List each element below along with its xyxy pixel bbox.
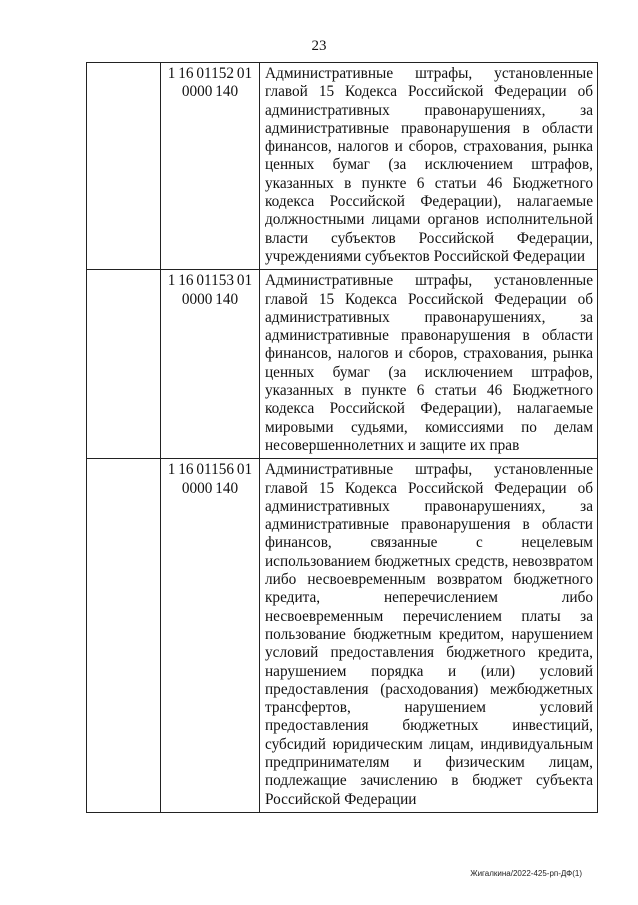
description-cell: Административные штрафы, установленные главой 15 Кодекса Российской Федерации об административных правонарушениях, за административные правонарушения в области финансов, налогов и сборов, страхования, рынка ценных бумаг (за исключением штрафов, указанных в пункте 6 статьи 46 Бюджетного кодекса Российской Федерации), налагаемые мировыми судьями, комиссиями по делам несовершеннолетних и защите их прав (260, 270, 598, 459)
table-row (87, 63, 598, 270)
budget-code-cell: 1 16 01156 01 0000 140 (161, 459, 260, 813)
description-cell: Административные штрафы, установленные главой 15 Кодекса Российской Федерации об административных правонарушениях, за административные правонарушения в области финансов, связанные с нецелевым использованием бюджетных средств, невозвратом либо несвоевременным возвратом бюджетного кредита, неперечислением либо несвоевременным перечислением платы за пользование бюджетным кредитом, нарушением условий предоставления бюджетного кредита, нарушением порядка и (или) условий предоставления (расходования) межбюджетных трансфертов, нарушением условий предоставления бюджетных инвестиций, субсидий юридическим лицам, индивидуальным предпринимателям и физическим лицам, подлежащие зачислению в бюджет субъекта Российской Федерации (260, 459, 598, 813)
empty-cell (87, 63, 161, 270)
document-footer-reference: Жигалкина/2022-425-рп-ДФ(1) (470, 869, 582, 878)
description-cell: Административные штрафы, установленные главой 15 Кодекса Российской Федерации об административных правонарушениях, за административные правонарушения в области финансов, налогов и сборов, страхования, рынка ценных бумаг (за исключением штрафов, указанных в пункте 6 статьи 46 Бюджетного кодекса Российской Федерации), налагаемые должностными лицами органов исполнительной власти субъектов Российской Федерации, учреждениями субъектов Российской Федерации (260, 63, 598, 270)
empty-cell (87, 459, 161, 813)
budget-code-cell: 1 16 01153 01 0000 140 (161, 270, 260, 459)
table-row (87, 270, 598, 459)
empty-cell (87, 270, 161, 459)
budget-code-cell: 1 16 01152 01 0000 140 (161, 63, 260, 270)
table-row (87, 459, 598, 813)
page-number: 23 (311, 38, 327, 54)
budget-classification-table (86, 62, 598, 813)
